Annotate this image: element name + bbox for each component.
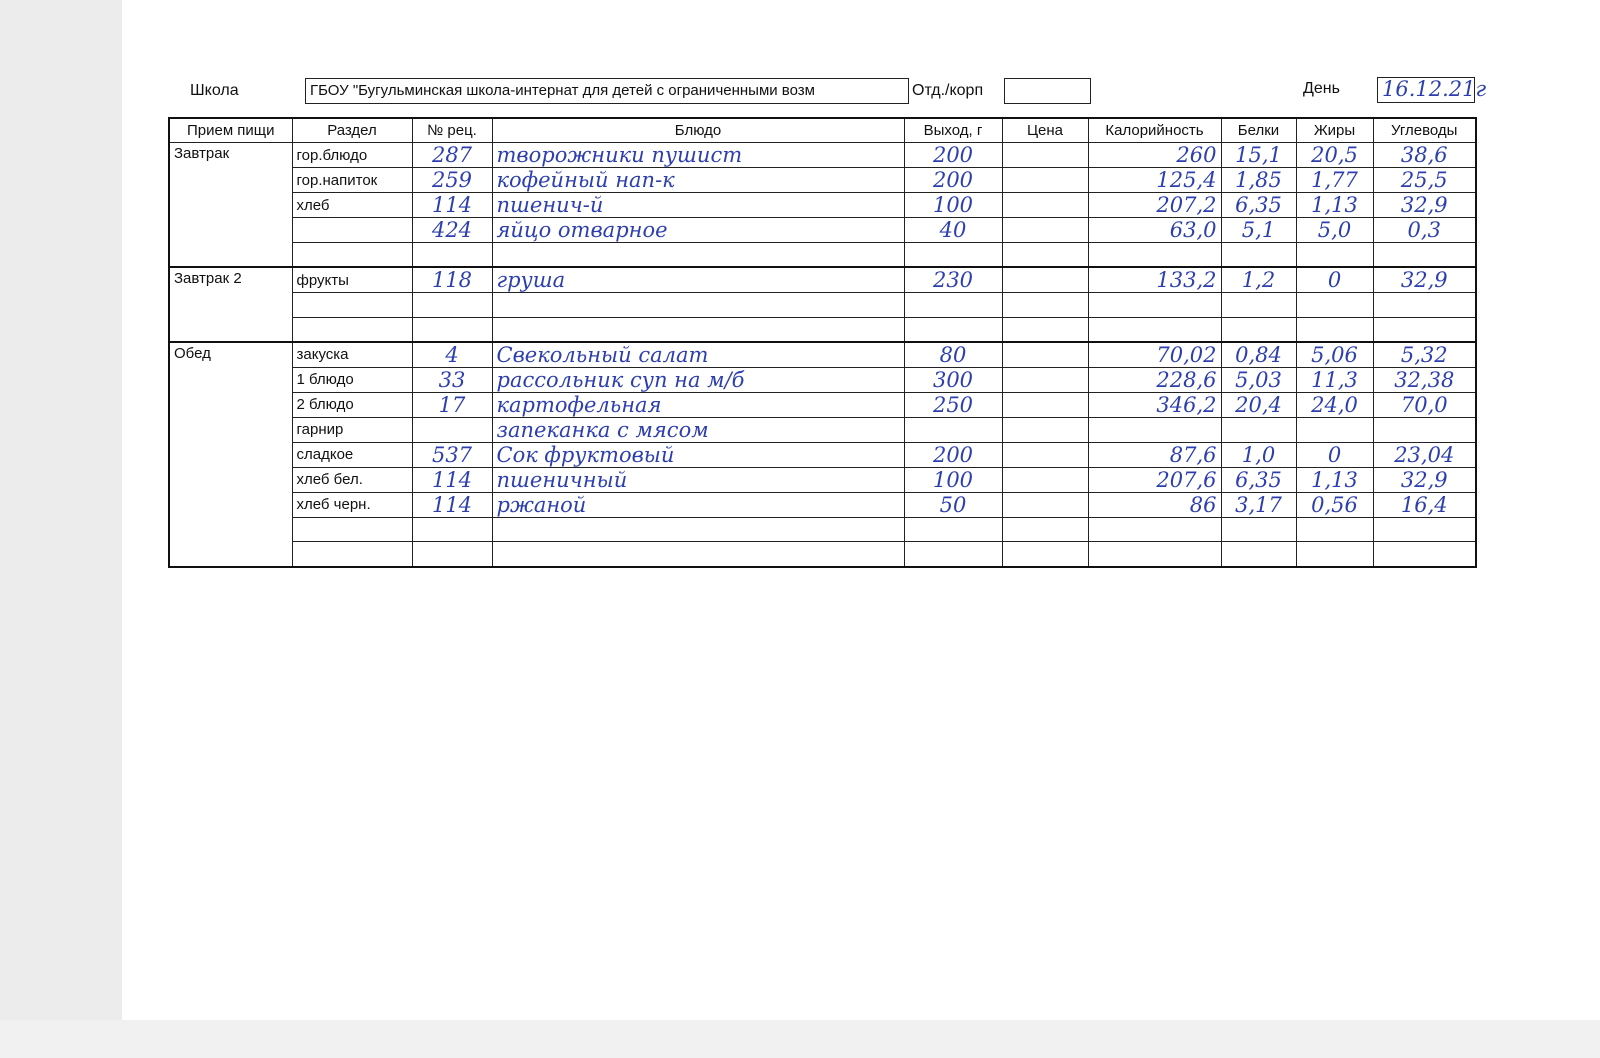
protein-cell: 0,84 <box>1221 342 1296 368</box>
fat-cell <box>1296 542 1373 567</box>
kcal-cell <box>1088 517 1221 542</box>
section-cell: закуска <box>292 342 412 368</box>
carbs-cell <box>1373 317 1476 342</box>
dish-cell: рассольник суп на м/б <box>492 367 904 392</box>
section-cell: 2 блюдо <box>292 392 412 417</box>
fat-cell: 20,5 <box>1296 143 1373 168</box>
fat-cell: 11,3 <box>1296 367 1373 392</box>
protein-cell: 15,1 <box>1221 143 1296 168</box>
protein-cell: 1,2 <box>1221 267 1296 293</box>
table-row <box>169 542 1476 567</box>
section-cell <box>292 317 412 342</box>
dish-cell: творожники пушист <box>492 143 904 168</box>
section-cell: сладкое <box>292 442 412 467</box>
carbs-cell: 23,04 <box>1373 442 1476 467</box>
table-row <box>169 193 1476 218</box>
kcal-cell: 207,2 <box>1088 193 1221 218</box>
table-row <box>169 267 1476 293</box>
protein-cell: 5,03 <box>1221 367 1296 392</box>
table-row <box>169 492 1476 517</box>
meal-name-cell: Завтрак 2 <box>169 267 292 342</box>
yield-cell: 250 <box>904 392 1002 417</box>
scan-margin-left <box>0 0 122 1058</box>
protein-cell <box>1221 243 1296 268</box>
col-header-recipe: № рец. <box>412 118 492 143</box>
section-cell: 1 блюдо <box>292 367 412 392</box>
table-header-row <box>169 118 1476 143</box>
fat-cell: 0 <box>1296 442 1373 467</box>
recipe-cell <box>412 243 492 268</box>
dept-field <box>1004 78 1091 104</box>
dish-cell: Свекольный салат <box>492 342 904 368</box>
price-cell <box>1002 517 1088 542</box>
yield-cell <box>904 317 1002 342</box>
recipe-cell: 118 <box>412 267 492 293</box>
table-row <box>169 143 1476 168</box>
protein-cell: 1,0 <box>1221 442 1296 467</box>
section-cell: хлеб черн. <box>292 492 412 517</box>
section-cell: хлеб бел. <box>292 467 412 492</box>
dish-cell: яйцо отварное <box>492 218 904 243</box>
col-header-price: Цена <box>1002 118 1088 143</box>
carbs-cell: 25,5 <box>1373 168 1476 193</box>
price-cell <box>1002 467 1088 492</box>
section-cell: гарнир <box>292 417 412 442</box>
protein-cell: 1,85 <box>1221 168 1296 193</box>
table-row <box>169 417 1476 442</box>
fat-cell <box>1296 317 1373 342</box>
kcal-cell <box>1088 243 1221 268</box>
yield-cell: 100 <box>904 467 1002 492</box>
fat-cell: 0 <box>1296 267 1373 293</box>
kcal-cell: 125,4 <box>1088 168 1221 193</box>
table-row <box>169 367 1476 392</box>
fat-cell <box>1296 293 1373 318</box>
carbs-cell <box>1373 517 1476 542</box>
section-cell: гор.блюдо <box>292 143 412 168</box>
section-cell <box>292 517 412 542</box>
day-label: День <box>1303 80 1340 97</box>
dish-cell <box>492 317 904 342</box>
fat-cell: 1,13 <box>1296 467 1373 492</box>
price-cell <box>1002 293 1088 318</box>
carbs-cell: 0,3 <box>1373 218 1476 243</box>
recipe-cell: 114 <box>412 193 492 218</box>
col-header-section: Раздел <box>292 118 412 143</box>
protein-cell <box>1221 542 1296 567</box>
dish-cell: груша <box>492 267 904 293</box>
table-row <box>169 342 1476 368</box>
fat-cell <box>1296 243 1373 268</box>
carbs-cell: 70,0 <box>1373 392 1476 417</box>
price-cell <box>1002 317 1088 342</box>
carbs-cell: 32,38 <box>1373 367 1476 392</box>
dish-cell: картофельная <box>492 392 904 417</box>
table-row <box>169 442 1476 467</box>
fat-cell <box>1296 517 1373 542</box>
kcal-cell: 86 <box>1088 492 1221 517</box>
dish-cell <box>492 243 904 268</box>
fat-cell: 24,0 <box>1296 392 1373 417</box>
yield-cell: 300 <box>904 367 1002 392</box>
col-header-yield: Выход, г <box>904 118 1002 143</box>
yield-cell: 200 <box>904 143 1002 168</box>
table-row <box>169 467 1476 492</box>
table-row <box>169 218 1476 243</box>
col-header-meal: Прием пищи <box>169 118 292 143</box>
recipe-cell: 33 <box>412 367 492 392</box>
col-header-kcal: Калорийность <box>1088 118 1221 143</box>
carbs-cell <box>1373 542 1476 567</box>
kcal-cell <box>1088 317 1221 342</box>
yield-cell: 40 <box>904 218 1002 243</box>
carbs-cell <box>1373 417 1476 442</box>
carbs-cell: 32,9 <box>1373 467 1476 492</box>
section-cell <box>292 243 412 268</box>
yield-cell <box>904 417 1002 442</box>
col-header-dish: Блюдо <box>492 118 904 143</box>
carbs-cell <box>1373 243 1476 268</box>
protein-cell <box>1221 517 1296 542</box>
price-cell <box>1002 542 1088 567</box>
section-cell: гор.напиток <box>292 168 412 193</box>
dish-cell: кофейный нап-к <box>492 168 904 193</box>
recipe-cell: 17 <box>412 392 492 417</box>
dish-cell: пшеничный <box>492 467 904 492</box>
table-row <box>169 168 1476 193</box>
kcal-cell <box>1088 293 1221 318</box>
col-header-carbs: Углеводы <box>1373 118 1476 143</box>
recipe-cell: 537 <box>412 442 492 467</box>
price-cell <box>1002 417 1088 442</box>
kcal-cell: 87,6 <box>1088 442 1221 467</box>
dish-cell <box>492 517 904 542</box>
price-cell <box>1002 143 1088 168</box>
yield-cell: 200 <box>904 168 1002 193</box>
yield-cell: 100 <box>904 193 1002 218</box>
protein-cell: 20,4 <box>1221 392 1296 417</box>
price-cell <box>1002 342 1088 368</box>
recipe-cell: 114 <box>412 492 492 517</box>
kcal-cell: 63,0 <box>1088 218 1221 243</box>
price-cell <box>1002 243 1088 268</box>
yield-cell: 230 <box>904 267 1002 293</box>
yield-cell <box>904 517 1002 542</box>
kcal-cell <box>1088 417 1221 442</box>
table-row <box>169 392 1476 417</box>
recipe-cell <box>412 542 492 567</box>
protein-cell: 6,35 <box>1221 467 1296 492</box>
col-header-protein: Белки <box>1221 118 1296 143</box>
section-cell <box>292 542 412 567</box>
meal-name-cell: Обед <box>169 342 292 567</box>
carbs-cell <box>1373 293 1476 318</box>
carbs-cell: 32,9 <box>1373 267 1476 293</box>
recipe-cell: 424 <box>412 218 492 243</box>
section-cell <box>292 293 412 318</box>
dish-cell: запеканка с мясом <box>492 417 904 442</box>
recipe-cell: 4 <box>412 342 492 368</box>
table-row <box>169 517 1476 542</box>
table-row <box>169 243 1476 268</box>
menu-table <box>168 117 1477 568</box>
recipe-cell <box>412 517 492 542</box>
dept-label: Отд./корп <box>912 82 984 99</box>
fat-cell: 0,56 <box>1296 492 1373 517</box>
recipe-cell: 287 <box>412 143 492 168</box>
price-cell <box>1002 367 1088 392</box>
carbs-cell: 32,9 <box>1373 193 1476 218</box>
price-cell <box>1002 492 1088 517</box>
price-cell <box>1002 392 1088 417</box>
carbs-cell: 16,4 <box>1373 492 1476 517</box>
price-cell <box>1002 193 1088 218</box>
dish-cell: ржаной <box>492 492 904 517</box>
kcal-cell: 228,6 <box>1088 367 1221 392</box>
price-cell <box>1002 168 1088 193</box>
yield-cell <box>904 293 1002 318</box>
yield-cell: 200 <box>904 442 1002 467</box>
fat-cell: 5,0 <box>1296 218 1373 243</box>
yield-cell <box>904 542 1002 567</box>
section-cell <box>292 218 412 243</box>
price-cell <box>1002 442 1088 467</box>
kcal-cell: 346,2 <box>1088 392 1221 417</box>
day-field: 16.12.21г <box>1377 77 1475 103</box>
col-header-fat: Жиры <box>1296 118 1373 143</box>
kcal-cell: 133,2 <box>1088 267 1221 293</box>
section-cell: фрукты <box>292 267 412 293</box>
section-cell: хлеб <box>292 193 412 218</box>
protein-cell: 5,1 <box>1221 218 1296 243</box>
price-cell <box>1002 218 1088 243</box>
protein-cell: 3,17 <box>1221 492 1296 517</box>
scan-margin-bottom <box>0 1020 1600 1058</box>
table-row <box>169 317 1476 342</box>
recipe-cell: 259 <box>412 168 492 193</box>
fat-cell: 5,06 <box>1296 342 1373 368</box>
recipe-cell <box>412 417 492 442</box>
yield-cell: 50 <box>904 492 1002 517</box>
kcal-cell: 207,6 <box>1088 467 1221 492</box>
protein-cell <box>1221 293 1296 318</box>
fat-cell: 1,13 <box>1296 193 1373 218</box>
carbs-cell: 38,6 <box>1373 143 1476 168</box>
price-cell <box>1002 267 1088 293</box>
yield-cell: 80 <box>904 342 1002 368</box>
table-row <box>169 293 1476 318</box>
fat-cell <box>1296 417 1373 442</box>
protein-cell <box>1221 417 1296 442</box>
dish-cell: Сок фруктовый <box>492 442 904 467</box>
dish-cell <box>492 542 904 567</box>
kcal-cell: 260 <box>1088 143 1221 168</box>
school-label: Школа <box>190 82 239 99</box>
fat-cell: 1,77 <box>1296 168 1373 193</box>
dish-cell: пшенич-й <box>492 193 904 218</box>
dish-cell <box>492 293 904 318</box>
protein-cell: 6,35 <box>1221 193 1296 218</box>
kcal-cell: 70,02 <box>1088 342 1221 368</box>
meal-name-cell: Завтрак <box>169 143 292 268</box>
recipe-cell: 114 <box>412 467 492 492</box>
recipe-cell <box>412 317 492 342</box>
recipe-cell <box>412 293 492 318</box>
carbs-cell: 5,32 <box>1373 342 1476 368</box>
protein-cell <box>1221 317 1296 342</box>
yield-cell <box>904 243 1002 268</box>
school-name-field: ГБОУ "Бугульминская школа-интернат для детей с ограниченными возм <box>305 78 909 104</box>
kcal-cell <box>1088 542 1221 567</box>
